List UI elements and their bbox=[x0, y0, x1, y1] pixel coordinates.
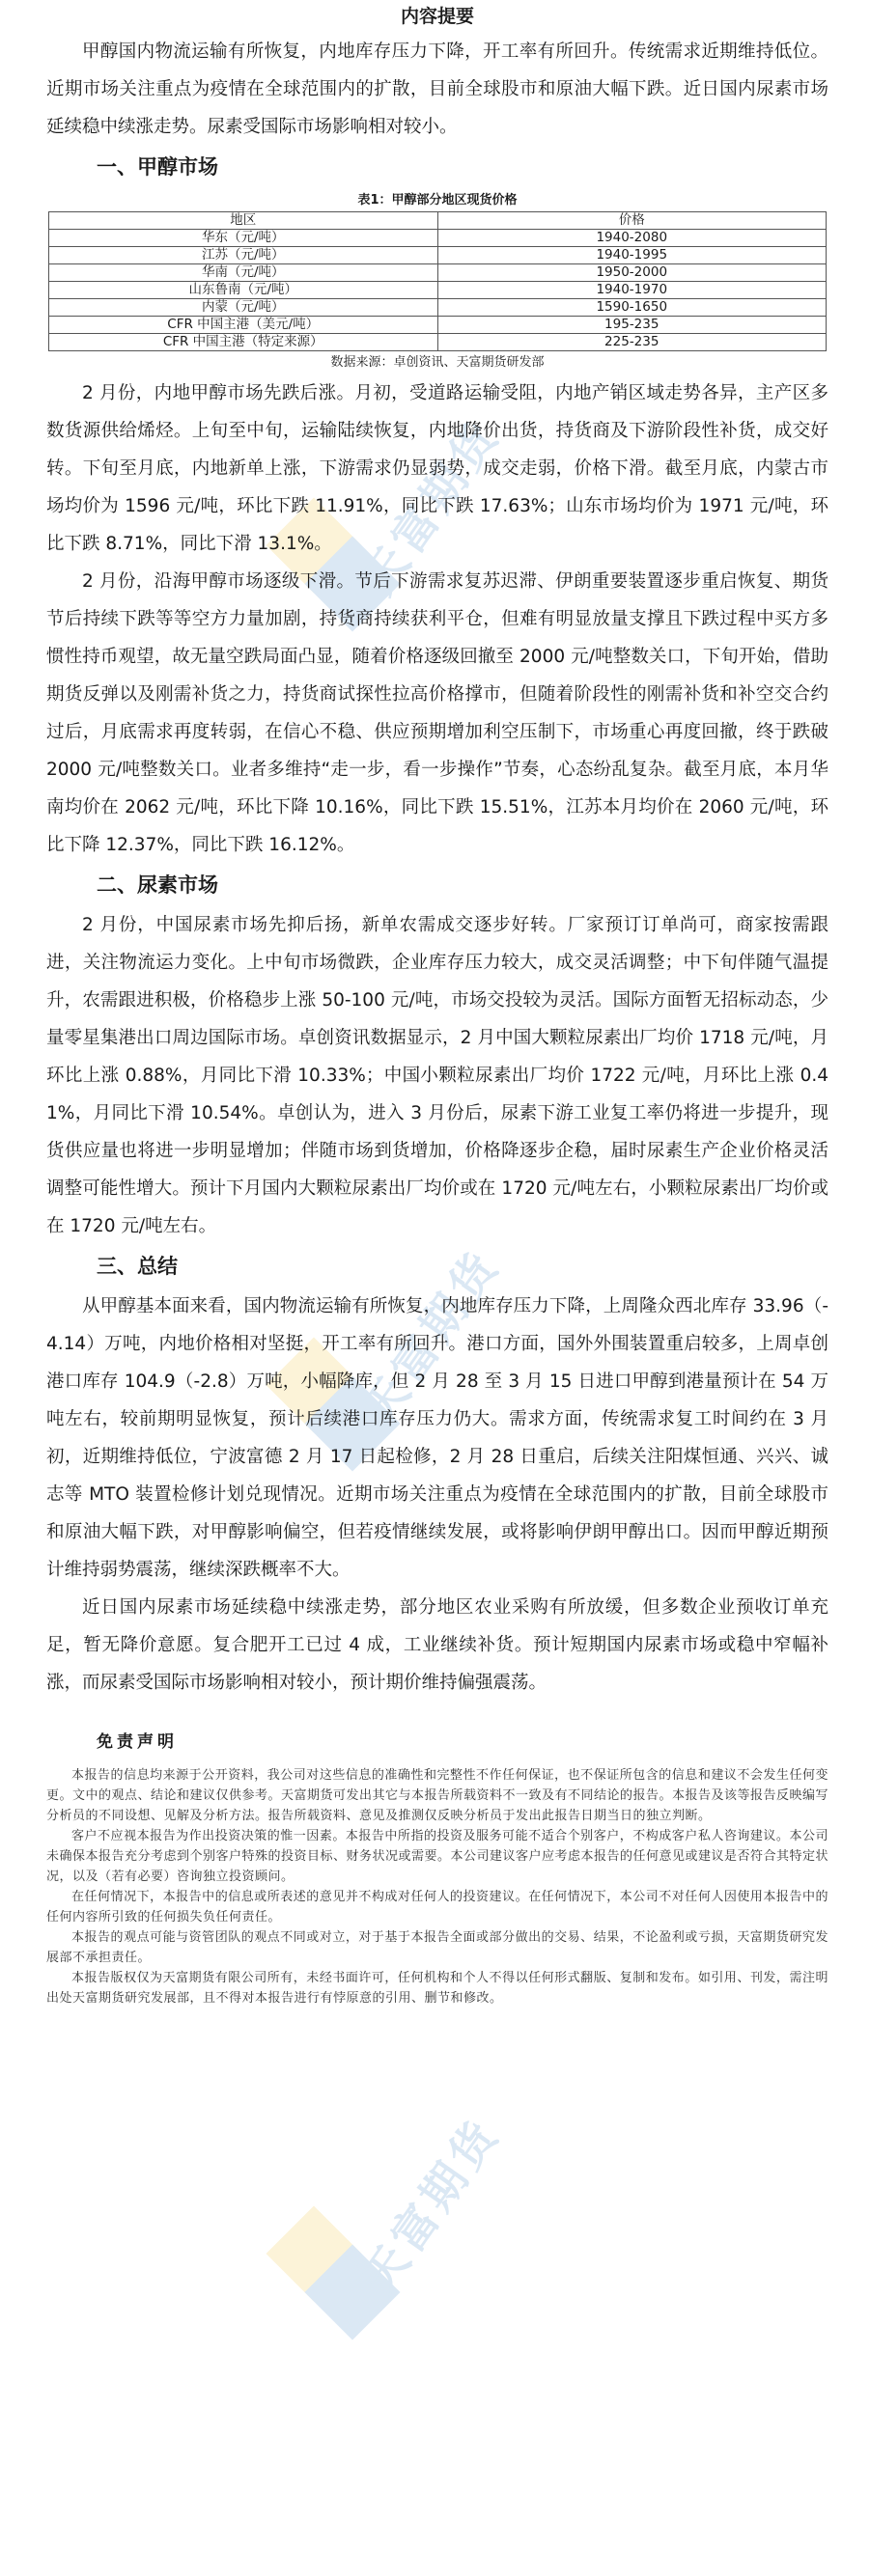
disclaimer-paragraph: 本报告版权仅为天富期货有限公司所有，未经书面许可，任何机构和个人不得以任何形式翻版、复制和发布。如引用、刊发，需注明出处天富期货研究发展部，且不得对本报告进行有悖原意的引用、删节和修改。 bbox=[46, 1971, 828, 2006]
table-cell-price: 1940-2080 bbox=[437, 230, 827, 247]
methanol-inland-paragraph: 2 月份，内地甲醇市场先跌后涨。月初，受道路运输受阻，内地产销区域走势各异，主产区多数货源供给烯烃。上旬至中旬，运输陆续恢复，内地降价出货，持货商及下游阶段性补货，成交好转。下旬至月底，内地新单上涨，下游需求仍显弱势，成交走弱，价格下滑。截至月底，内蒙古市场均价为 1596 元/吨，环比下跌 11.91%，同比下跌 17.63%；山东市场均价为 1971 元/吨，环比下跌 8.71%，同比下滑 13.1%。 bbox=[46, 383, 828, 554]
summary-paragraph: 甲醇国内物流运输有所恢复，内地库存压力下降，开工率有所回升。传统需求近期维持低位。近期市场关注重点为疫情在全球范围内的扩散，目前全球股市和原油大幅下跌。近日国内尿素市场延续稳中续涨走势。尿素受国际市场影响相对较小。 bbox=[46, 42, 828, 137]
watermark-text: 天富期货 bbox=[351, 1239, 511, 1434]
table-row bbox=[49, 317, 827, 334]
methanol-coastal-paragraph: 2 月份，沿海甲醇市场逐级下滑。节后下游需求复苏迟滞、伊朗重要装置逐步重启恢复、期货节后持续下跌等等空方力量加剧，持货商持续获利平仓，但难有明显放量支撑且下跌过程中买方多惯性持币观望，故无量空跌局面凸显，随着价格逐级回撤至 2000 元/吨整数关口，下旬开始，借助期货反弹以及刚需补货之力，持货商试探性拉高价格撑市，但随着阶段性的刚需补货和补空交合约过后，月底需求再度转弱，在信心不稳、供应预期增加利空压制下，市场重心再度回撤，终于跌破 2000 元/吨整数关口。业者多维持“走一步，看一步操作”节奏，心态纷乱复杂。截至月底，本月华南均价在 2062 元/吨，环比下降 10.16%，同比下跌 15.51%，江苏本月均价在 2060 元/吨，环比下降 12.37%，同比下跌 16.12%。 bbox=[46, 571, 828, 855]
table-cell-price: 225-235 bbox=[437, 334, 827, 351]
table-cell-price: 1940-1970 bbox=[437, 282, 827, 299]
table-cell-region: CFR 中国主港（特定来源） bbox=[49, 334, 438, 351]
table-caption: 表1：甲醇部分地区现货价格 bbox=[357, 193, 518, 208]
table-source-note: 数据来源：卓创资讯、天富期货研发部 bbox=[330, 355, 545, 370]
table-cell-region: 江苏（元/吨） bbox=[49, 247, 438, 264]
disclaimer-paragraph: 在任何情况下，本报告中的信息或所表述的意见并不构成对任何人的投资建议。在任何情况下，本公司不对任何人因使用本报告中的任何内容所引致的任何损失负任何责任。 bbox=[46, 1890, 828, 1925]
table-header-region: 地区 bbox=[49, 212, 438, 230]
section-heading-summary: 三、总结 bbox=[97, 1255, 178, 1278]
table-cell-price: 1950-2000 bbox=[437, 264, 827, 282]
disclaimer-paragraph: 客户不应视本报告为作出投资决策的惟一因素。本报告中所指的投资及服务可能不适合个别客户，不构成客户私人咨询建议。本公司未确保本报告充分考虑到个别客户特殊的投资目标、财务状况或需要。本公司建议客户应考虑本报告的任何意见或建议是否符合其特定状况，以及（若有必要）咨询独立投资顾问。 bbox=[46, 1829, 829, 1884]
section-heading-urea: 二、尿素市场 bbox=[97, 873, 218, 897]
disclaimer-paragraph: 本报告的观点可能与资管团队的观点不同或对立，对于基于本报告全面或部分做出的交易、结果，不论盈利或亏损，天富期货研究发展部不承担责任。 bbox=[46, 1930, 828, 1965]
watermark-logo-3 bbox=[241, 1979, 647, 2384]
watermark-text: 天富期货 bbox=[351, 409, 511, 604]
page-title: 内容提要 bbox=[400, 6, 474, 27]
summary-methanol-paragraph: 从甲醇基本面来看，国内物流运输有所恢复，内地库存压力下降，上周隆众西北库存 33.96（-4.14）万吨，内地价格相对坚挺，开工率有所回升。港口方面，国外外围装置重启较多，上周卓创港口库存 104.9（-2.8）万吨，小幅降库，但 2 月 28 至 3 月 15 日进口甲醇到港量预计在 54 万吨左右，较前期明显恢复，预计后续港口库存压力仍大。需求方面，传统需求复工时间约在 3 月初，近期维持低位，宁波富德 2 月 17 日起检修，2 月 28 日重启，后续关注阳煤恒通、兴兴、诚志等 MTO 装置检修计划兑现情况。近期市场关注重点为疫情在全球范围内的扩散，目前全球股市和原油大幅下跌，对甲醇影响偏空，但若疫情继续发展，或将影响伊朗甲醇出口。因而甲醇近期预计维持弱势震荡，继续深跌概率不大。 bbox=[46, 1296, 828, 1580]
section-heading-methanol: 一、甲醇市场 bbox=[97, 155, 218, 179]
table-cell-region: 华东（元/吨） bbox=[49, 230, 438, 247]
table-row bbox=[49, 334, 827, 351]
table-header-row bbox=[49, 212, 827, 230]
table-cell-region: CFR 中国主港（美元/吨） bbox=[49, 317, 438, 334]
table-row bbox=[49, 230, 827, 247]
table-cell-price: 1940-1995 bbox=[437, 247, 827, 264]
table-header-price: 价格 bbox=[437, 212, 827, 230]
disclaimer-title: 免责声明 bbox=[97, 1732, 178, 1752]
table-cell-region: 山东鲁南（元/吨） bbox=[49, 282, 438, 299]
price-table bbox=[48, 211, 827, 351]
table-row bbox=[49, 299, 827, 317]
table-cell-price: 1590-1650 bbox=[437, 299, 827, 317]
summary-urea-paragraph: 近日国内尿素市场延续稳中续涨走势，部分地区农业采购有所放缓，但多数企业预收订单充足，暂无降价意愿。复合肥开工已过 4 成，工业继续补货。预计短期国内尿素市场或稳中窄幅补涨，而尿素受国际市场影响相对较小，预计期价维持偏强震荡。 bbox=[46, 1597, 828, 1693]
urea-paragraph: 2 月份，中国尿素市场先抑后扬，新单农需成交逐步好转。厂家预订订单尚可，商家按需跟进，关注物流运力变化。上中旬市场微跌，企业库存压力较大，成交灵活调整；中下旬伴随气温提升，农需跟进积极，价格稳步上涨 50-100 元/吨，市场交投较为灵活。国际方面暂无招标动态，少量零星集港出口周边国际市场。卓创资讯数据显示，2 月中国大颗粒尿素出厂均价 1718 元/吨，月环比上涨 0.88%，月同比下滑 10.33%；中国小颗粒尿素出厂均价 1722 元/吨，月环比上涨 0.41%，月同比下滑 10.54%。卓创认为，进入 3 月份后，尿素下游工业复工率仍将进一步提升，现货供应量也将进一步明显增加；伴随市场到货增加，价格降逐步企稳，届时尿素生产企业价格灵活调整可能性增大。预计下月国内大颗粒尿素出厂均价或在 1720 元/吨左右，小颗粒尿素出厂均价或在 1720 元/吨左右。 bbox=[46, 915, 828, 1236]
disclaimer-paragraph: 本报告的信息均来源于公开资料，我公司对这些信息的准确性和完整性不作任何保证，也不保证所包含的信息和建议不会发生任何变更。文中的观点、结论和建议仅供参考。天富期货可发出其它与本报告所载资料不一致及有不同结论的报告。本报告及该等报告反映编写分析员的不同设想、见解及分析方法。报告所载资料、意见及推测仅反映分析员于发出此报告日期当日的独立判断。 bbox=[46, 1768, 829, 1823]
table-row bbox=[49, 247, 827, 264]
table-cell-price: 195-235 bbox=[437, 317, 827, 334]
table-cell-region: 内蒙（元/吨） bbox=[49, 299, 438, 317]
table-row bbox=[49, 282, 827, 299]
report-content bbox=[46, 0, 828, 2008]
watermark-text: 天富期货 bbox=[351, 2108, 511, 2303]
table-cell-region: 华南（元/吨） bbox=[49, 264, 438, 282]
table-row bbox=[49, 264, 827, 282]
